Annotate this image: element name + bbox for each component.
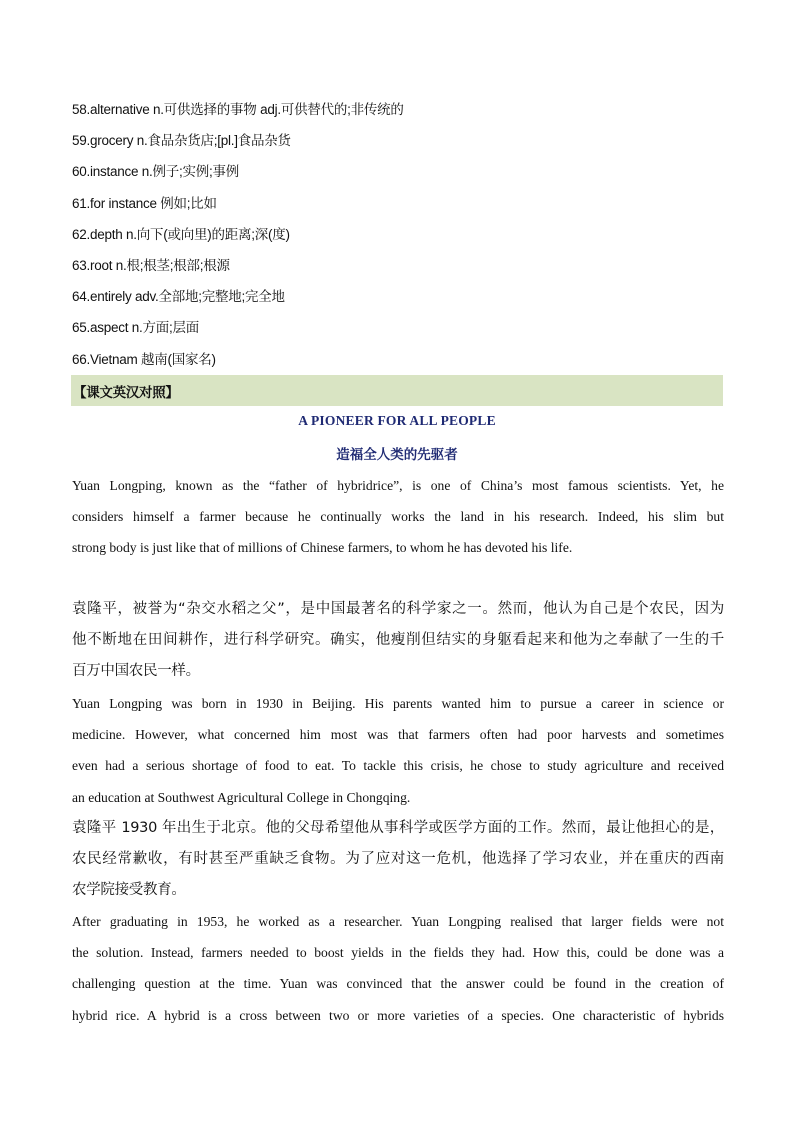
text-line: 农学院接受教育。 <box>72 882 186 898</box>
paragraph-2-en <box>72 688 724 813</box>
vocab-item: 60.instance n.例子;实例;事例 <box>72 164 240 180</box>
text-line: hybrid rice. A hybrid is a cross between two or more varieties of a species. One characteristic of hybrids <box>72 1007 724 1023</box>
text-line: challenging question at the time. Yuan was convinced that the answer could be found in the creation of <box>72 976 724 992</box>
vocab-item: 63.root n.根;根茎;根部;根源 <box>72 257 230 273</box>
text-line: Yuan Longping was born in 1930 in Beijing. His parents wanted him to pursue a career in science or <box>72 696 724 711</box>
article-title-en: A PIONEER FOR ALL PEOPLE <box>298 413 496 428</box>
paragraph-2-cn <box>72 813 724 906</box>
text-line: 农民经常歉收，有时甚至严重缺乏食物。为了应对这一危机，他选择了学习农业，并在重庆的西南 <box>72 851 724 867</box>
article-title-cn: 造福全人类的先驱者 <box>336 447 458 463</box>
text-line: the solution. Instead, farmers needed to boost yields in the fields they had. How this, could be done was a <box>72 945 724 961</box>
vocabulary-list <box>72 100 722 381</box>
text-line: 百万中国农民一样。 <box>72 663 200 679</box>
paragraph-1-cn <box>72 594 724 687</box>
text-line: medicine. However, what concerned him most was that farmers often had poor harvests and sometimes <box>72 727 724 743</box>
vocab-item: 62.depth n.向下(或向里)的距离;深(度) <box>72 226 290 242</box>
vocab-item: 66.Vietnam 越南(国家名) <box>72 351 216 367</box>
vocab-item: 65.aspect n.方面;层面 <box>72 320 200 336</box>
text-line: 他不断地在田间耕作，进行科学研究。确实，他瘦削但结实的身躯看起来和他为之奉献了一生的千 <box>72 632 724 648</box>
paragraph-3-en <box>72 906 724 1031</box>
paragraph-1-en <box>72 470 724 564</box>
text-line: even had a serious shortage of food to eat. To tackle this crisis, he chose to study agriculture and received <box>72 758 724 774</box>
text-line: an education at Southwest Agricultural College in Chongqing. <box>72 789 411 805</box>
text-line: 袁隆平 1930 年出生于北京。他的父母希望他从事科学或医学方面的工作。然而，最让他担心的是， <box>72 820 724 836</box>
section-heading-bar <box>71 375 723 406</box>
vocab-item: 59.grocery n.食品杂货店;[pl.]食品杂货 <box>72 133 291 149</box>
text-line: strong body is just like that of millions of Chinese farmers, to whom he has devoted his life. <box>72 540 573 556</box>
text-line: After graduating in 1953, he worked as a researcher. Yuan Longping realised that larger fields were not <box>72 914 724 929</box>
section-heading: 【课文英汉对照】 <box>73 385 179 401</box>
text-line: Yuan Longping, known as the “father of hybridrice”, is one of China’s most famous scientists. Yet, he <box>72 478 724 493</box>
vocab-item: 64.entirely adv.全部地;完整地;完全地 <box>72 289 285 305</box>
vocab-item: 61.for instance 例如;比如 <box>72 195 217 211</box>
text-line: 袁隆平，被誉为“杂交水稻之父”，是中国最著名的科学家之一。然而，他认为自己是个农民，因为 <box>72 601 724 617</box>
text-line: considers himself a farmer because he continually works the land in his research. Indeed, his slim but <box>72 509 724 525</box>
vocab-item: 58.alternative n.可供选择的事物 adj.可供替代的;非传统的 <box>72 102 404 117</box>
